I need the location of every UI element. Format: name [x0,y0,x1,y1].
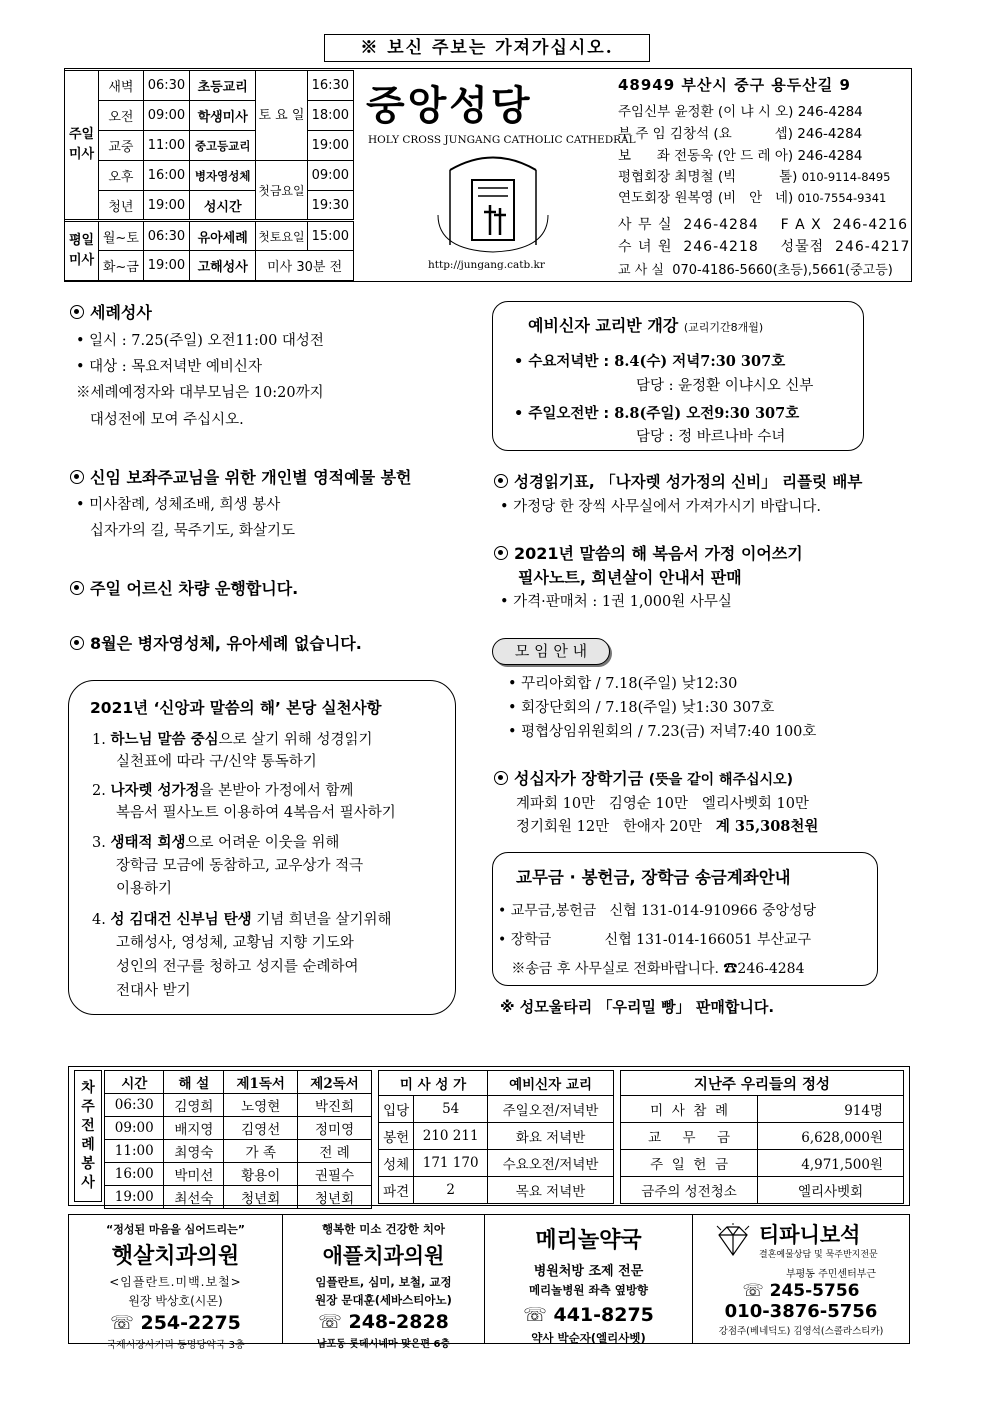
sacrament-cell: 54 [414,1096,488,1123]
service-header: 해 설 [164,1071,224,1094]
staff-phone: 010-9114-8495 [801,170,891,184]
meeting-item: • 꾸리아회합 / 7.18(주일) 낮12:30 [508,676,738,692]
service-cell: 청년회 [298,1186,372,1209]
practice-line: 복음서 필사노트 이용하여 4복음서 필사하기 [116,805,396,821]
service-header: 제2독서 [298,1071,372,1094]
practice-line: 전대사 받기 [116,983,191,999]
offering-value: 914명 [758,1096,904,1123]
office-phone: 사 무 실 246-4284 F A X 246-4216 [618,217,908,233]
sunday-mass-label: 주일 미사 [65,71,99,221]
mass-time: 19:00 [143,251,189,281]
table-row [621,1177,904,1204]
ad-mobile: 010-3876-5756 [724,1301,878,1322]
staff-row [618,186,886,206]
account-line: ※송금 후 사무실로 전화바랍니다. ☎246-4284 [498,961,805,977]
ad-slogan: 행복한 미소 건강한 치아 [321,1222,446,1236]
ad-phone: ☏ 248-2828 [318,1311,449,1333]
ad-tiffany-jewelry [693,1215,909,1343]
staff-name: 최명철 (빅 톨) [674,169,798,185]
mass-time: 06:30 [143,71,189,101]
weekday-mass-label: 평일 미사 [65,221,99,281]
bullet-icon [70,581,84,595]
sacrament-cell: 주일오전/저녁반 [488,1096,614,1123]
service-cell: 11:00 [105,1140,164,1163]
sacrament-cell: 171 170 [414,1150,488,1177]
bishop-offering-title-text: 신임 보좌주교님을 위한 개인별 영적예물 봉헌 [90,468,412,487]
first-friday-item: 성시간 [190,191,256,221]
diamond-icon [713,1223,753,1259]
meetings-badge: 모 임 안 내 [492,638,610,665]
august-notice-text: 8월은 병자영성체, 유아세례 없습니다. [90,634,362,653]
offering-value: 엘리사벳회 [758,1177,904,1204]
ad-sub2: 원장 박상호(시몬) [128,1294,223,1308]
bible-title [494,470,862,492]
first-friday-time: 19:30 [307,191,353,221]
service-header: 제1독서 [224,1071,298,1094]
staff-role: 부 주 임 [618,126,666,142]
ad-header [693,1215,909,1267]
practice-num: 1. [92,732,106,748]
vehicle-notice [70,576,298,599]
practice-item [92,831,339,852]
infant-baptism: 유아세례 [190,221,256,251]
scholarship-subtitle: (뜻을 같이 해주십시오) [648,772,794,788]
baptism-line: • 대상 : 목요저녁반 예비신자 [76,359,262,375]
ad-address: 남포동 롯데시네마 맞은편 6층 [316,1339,451,1350]
staff-phone: 246-4284 [797,104,863,120]
scholarship-title [494,766,793,789]
church-name-en: HOLY CROSS JUNGANG CATHOLIC CATHEDRAL [368,134,636,146]
practice-rest: 기념 희년을 살기위해 [251,912,392,928]
sacrament-cell: 봉헌 [379,1123,414,1150]
mass-time-label: 화~금 [99,251,144,281]
offering-label: 미 사 참 례 [621,1096,758,1123]
staff-role: 평협회장 [618,169,671,185]
church-address: 48949 부산시 중구 용두산길 9 [618,76,851,94]
mass-time-label: 월~토 [99,221,144,251]
ad-sub2: 부평동 주민센터부근 [785,1269,877,1280]
ad-owners: 강점주(베네딕도) 김영석(스콜라스티카) [718,1326,884,1337]
service-cell: 최영숙 [164,1140,224,1163]
ads-bar [68,1214,910,1351]
practice-item [92,728,373,749]
bullet-icon [70,305,84,319]
service-table [104,1070,372,1209]
sacrament-cell: 성체 [379,1150,414,1177]
service-cell: 최선숙 [164,1186,224,1209]
mass-time-label: 교중 [99,131,144,161]
service-cell: 노영현 [224,1094,298,1117]
service-cell: 청년회 [224,1186,298,1209]
table-row [379,1123,614,1150]
staff-role: 연도회장 [618,190,671,206]
scholarship-line: 계파회 10만 김영순 10만 엘리사벳회 10만 [516,796,809,812]
saturday-time: 19:00 [307,131,353,161]
bishop-offering-line: • 미사참례, 성체조배, 희생 봉사 [76,497,281,513]
ad-phone: ☏ 254-2275 [110,1312,241,1334]
staff-name: 원복영 (비 안 네) [674,190,794,206]
mass-time-label: 청년 [99,191,144,221]
service-cell: 가 족 [224,1140,298,1163]
staff-role: 보 좌 [618,148,670,164]
staff-row [618,122,862,142]
mass-time: 11:00 [143,131,189,161]
catechumen-value: 8.4(수) 저녁7:30 307호 [614,353,786,370]
bullet-icon [494,771,508,785]
staff-row [618,144,862,164]
catechumen-subtitle: (교리기간8개월) [683,321,764,334]
meeting-item: • 회장단회의 / 7.18(주일) 낮1:30 307호 [508,700,775,716]
staff-role: 주임신부 [618,104,671,120]
offering-title: 지난주 우리들의 정성 [621,1071,904,1096]
bread-notice: ※ 성모울타리 「우리밀 빵」 판매합니다. [500,998,775,1016]
mass-time: 09:00 [143,101,189,131]
service-cell: 19:00 [105,1186,164,1209]
practice-item [92,908,392,929]
catechumen-item [514,402,799,423]
confession: 고해성사 [190,251,256,281]
service-cell: 전 례 [298,1140,372,1163]
ad-name: 메리놀약국 [535,1228,642,1253]
table-row [379,1096,614,1123]
practice-bold: 나자렛 성가정 [110,782,200,799]
scholarship-total: 계 35,308천원 [715,818,819,835]
service-cell: 박진희 [298,1094,372,1117]
staff-name: 윤정환 (이 냐 시 오) [674,104,794,120]
offering-value: 4,971,500원 [758,1150,904,1177]
table-row [621,1150,904,1177]
practice-item [92,779,353,800]
bullet-icon [494,474,508,488]
service-cell: 정미영 [298,1117,372,1140]
service-cell: 16:00 [105,1163,164,1186]
practice-rest: 을 본받아 가정에서 함께 [199,783,354,799]
sacrament-cell: 수요오전/저녁반 [488,1150,614,1177]
baptism-line: 대성전에 모여 주십시오. [76,412,244,428]
mass-time: 16:00 [143,161,189,191]
ad-sub2: 원장 문대훈(세바스티아노) [315,1293,452,1307]
staff-phone: 246-4284 [797,126,863,142]
confession-time: 미사 30분 전 [256,251,354,281]
bullet-icon [70,636,84,650]
mass-time-label: 새벽 [99,71,144,101]
take-home-notice: ※ 보신 주보는 가져가십시오. [324,34,650,62]
catechumen-title [528,313,763,336]
church-url[interactable]: http://jungang.catb.kr [428,259,545,271]
saturday-item: 초등교리 [190,71,256,101]
bishop-offering-title [70,465,412,488]
offering-label: 금주의 성전청소 [621,1177,758,1204]
saturday-time: 18:00 [307,101,353,131]
ad-name: 티파니보석 [759,1223,861,1247]
ad-sub2: 메리놀병원 좌측 옆방향 [528,1283,649,1297]
ad-sub: 병원처방 조제 전문 [533,1264,644,1279]
service-cell: 09:00 [105,1117,164,1140]
practice-line: 이용하기 [116,881,173,897]
ad-pharmacist: 약사 박순자(엘리사벳) [531,1331,646,1345]
account-line: • 교무금,봉헌금 신협 131-014-910966 중앙성당 [498,903,817,919]
catechumen-item [514,350,785,371]
sacrament-cell: 210 211 [414,1123,488,1150]
ad-sub: 결혼예물상담 및 묵주반지전문 [759,1250,878,1260]
service-cell: 배지영 [164,1117,224,1140]
catechumen-title-text: 예비신자 교리반 개강 [528,316,679,335]
service-cell: 06:30 [105,1094,164,1117]
bullet-icon [494,546,508,560]
table-row [105,1140,372,1163]
august-notice [70,631,362,654]
note2021-title2: 필사노트, 희년살이 안내서 판매 [518,568,742,587]
table-row [379,1177,614,1204]
church-name-logo: 중앙성당 [366,83,533,129]
ad-sunshine-dental [69,1215,283,1351]
staff-name: 전동욱 (안 드 레 아) [674,148,794,164]
service-header: 시간 [105,1071,164,1094]
practice-line: 성인의 전구를 청하고 성지를 순례하여 [116,959,359,975]
convent-phone: 수 녀 원 246-4218 성물점 246-4217 [618,239,911,255]
teacher-phone: 교 사 실 070-4186-5660(초등),5661(중고등) [618,263,893,278]
practice-bold: 생태적 희생 [110,834,186,851]
ad-name: 햇살치과의원 [111,1244,240,1269]
practice-bold: 하느님 말씀 중심 [110,731,219,748]
service-cell: 황용이 [224,1163,298,1186]
scholarship-line [516,815,818,836]
offering-label: 주 일 헌 금 [621,1150,758,1177]
vehicle-notice-text: 주일 어르신 차량 운행합니다. [90,579,299,598]
sacrament-cell: 목요 저녁반 [488,1177,614,1204]
table-row [379,1150,614,1177]
practice-bold: 성 김대건 신부님 탄생 [110,911,252,928]
staff-row [618,165,891,185]
practice-num: 4. [92,912,106,928]
sacrament-cell: 2 [414,1177,488,1204]
ad-apple-dental [283,1215,485,1350]
mass-time: 06:30 [143,221,189,251]
saturday-item: 중고등교리 [190,131,256,161]
practice-num: 2. [92,783,106,799]
sacrament-header: 미 사 성 가 [379,1071,488,1096]
ad-name: 애플치과의원 [322,1244,445,1268]
baptism-title-text: 세례성사 [90,303,152,322]
baptism-line: • 일시 : 7.25(주일) 오전11:00 대성전 [76,333,324,349]
catechumen-note: 담당 : 윤정환 이냐시오 신부 [636,378,814,394]
practice-rest: 으로 어려운 이웃을 위해 [185,835,340,851]
ad-sub: 임플란트, 심미, 보철, 교정 [315,1275,452,1289]
offering-label: 교 무 금 [621,1123,758,1150]
saturday-time: 16:30 [307,71,353,101]
practice-title: 2021년 ‘신앙과 말씀의 해’ 본당 실천사항 [90,699,382,717]
note2021-title [494,541,803,564]
bishop-offering-line: 십자가의 길, 묵주기도, 화살기도 [76,523,295,539]
offering-table [620,1070,904,1204]
practice-rest: 으로 살기 위해 성경읽기 [218,732,373,748]
practice-line: 실천표에 따라 구/신약 통독하기 [116,754,317,770]
bullet-icon [70,470,84,484]
sacrament-cell: 입당 [379,1096,414,1123]
catechumen-value: 8.8(주일) 오전9:30 307호 [614,405,800,422]
service-side-label: 차주전례봉사 [74,1070,102,1202]
mass-time-label: 오후 [99,161,144,191]
ad-address: 국제시장사거리 동명당약국 3층 [106,1340,245,1351]
mass-schedule-table [64,70,354,281]
first-friday-time: 09:00 [307,161,353,191]
table-row [621,1123,904,1150]
first-friday-label: 첫금요일 [256,161,307,221]
ad-sub: <임플란트.미백.보철> [109,1275,242,1289]
table-row [105,1163,372,1186]
table-row [621,1096,904,1123]
practice-line: 장학금 모금에 동참하고, 교우상가 적극 [116,858,364,874]
note2021-line: • 가격·판매처 : 1권 1,000원 사무실 [500,594,732,610]
baptism-line: ※세례예정자와 대부모님은 10:20까지 [76,385,324,401]
staff-row [618,100,863,120]
ad-phone: ☏ 245-5756 [742,1281,860,1301]
service-cell: 권필수 [298,1163,372,1186]
scholarship-title-text: 성십자가 장학기금 [514,769,644,788]
ad-phone: ☏ 441-8275 [523,1304,654,1326]
staff-phone: 246-4284 [797,148,863,164]
practice-num: 3. [92,835,106,851]
offering-value: 6,628,000원 [758,1123,904,1150]
table-row [105,1117,372,1140]
mass-time-label: 오전 [99,101,144,131]
church-emblem-icon [428,150,558,255]
table-row [105,1094,372,1117]
sacrament-header: 예비신자 교리 [488,1071,614,1096]
catechumen-label: • 수요저녁반 : [514,354,615,370]
bible-line: • 가정당 한 장씩 사무실에서 가져가시기 바랍니다. [500,499,821,515]
baptism-title [70,300,152,323]
meeting-item: • 평협상임위원회의 / 7.23(금) 저녁7:40 100호 [508,724,817,740]
accounts-title: 교무금 · 봉헌금, 장학금 송금계좌안내 [516,868,791,887]
note2021-title-text: 2021년 말씀의 해 복음서 가정 이어쓰기 [514,544,803,563]
ad-slogan: “정성된 마음을 심어드리는” [105,1223,245,1236]
ad-maryknoll-pharmacy [485,1215,693,1343]
mass-time: 19:00 [143,191,189,221]
practice-line: 고해성사, 영성체, 교황님 지향 기도와 [116,935,354,951]
staff-name: 김창석 (요 셉) [670,126,793,142]
sacrament-cell: 화요 저녁반 [488,1123,614,1150]
bible-title-text: 성경읽기표, 「나자렛 성가정의 신비」 리플릿 배부 [514,473,863,491]
service-cell: 김영선 [224,1117,298,1140]
staff-phone: 010-7554-9341 [797,191,887,205]
sacrament-table [378,1070,614,1204]
table-row [105,1186,372,1209]
saturday-label: 토 요 일 [256,71,307,161]
infant-time: 15:00 [307,221,353,251]
catechumen-note: 담당 : 정 바르나바 수녀 [636,429,786,445]
service-cell: 박미선 [164,1163,224,1186]
first-friday-item: 병자영성체 [190,161,256,191]
saturday-item: 학생미사 [190,101,256,131]
catechumen-label: • 주일오전반 : [514,406,615,422]
sacrament-cell: 파견 [379,1177,414,1204]
service-cell: 김영희 [164,1094,224,1117]
account-line: • 장학금 신협 131-014-166051 부산교구 [498,932,812,948]
scholarship-donors: 정기회원 12만 한애자 20만 [516,819,716,835]
infant-day: 첫토요일 [256,221,307,251]
